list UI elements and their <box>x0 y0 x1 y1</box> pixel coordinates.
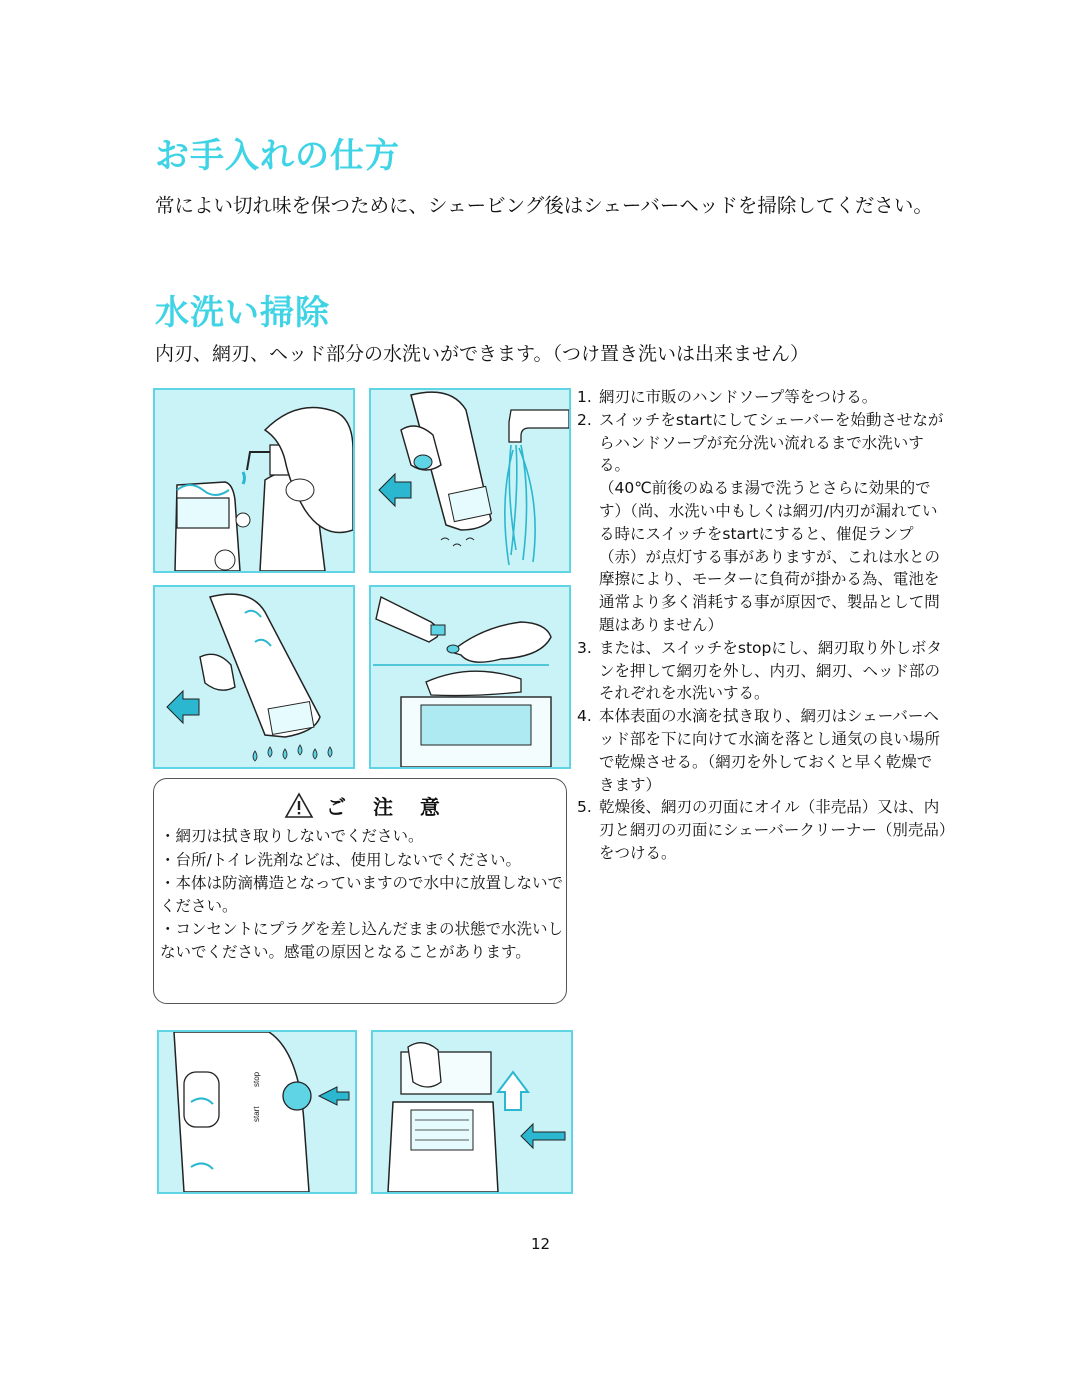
caution-box <box>153 778 567 1004</box>
step-item <box>577 386 947 409</box>
warning-triangle-icon <box>284 792 314 819</box>
shaver-drops-illustration <box>155 587 353 767</box>
illustration-release-button <box>157 1030 357 1194</box>
step-item <box>577 796 947 864</box>
illustration-apply-soap <box>153 388 355 573</box>
page-number: 12 <box>531 1235 551 1253</box>
cleaning-steps <box>577 386 947 865</box>
page-title: お手入れの仕方 <box>155 136 400 176</box>
step-text: スイッチをstartにしてシェーバーを始動させながらハンドソープが充分洗い流れるまで水洗いする。 <box>599 410 944 475</box>
step-number: 5. <box>577 798 592 817</box>
illustration-rinse-tap <box>369 388 571 573</box>
oil-foil-illustration <box>371 587 569 767</box>
step-text: 網刃に市販のハンドソープ等をつける。 <box>599 388 878 406</box>
step-number: 3. <box>577 638 592 657</box>
step-item <box>577 409 947 637</box>
caution-title: ご 注 意 <box>326 795 450 819</box>
step-number: 2. <box>577 410 592 429</box>
step-note: （40℃前後のぬるま湯で洗うとさらに効果的です）（尚、水洗い中もしくは網刃/内刃が漏れている時にスイッチをstartにすると、催促ランプ（赤）が点灯する事がありますが、これは水との摩擦により、モーターに負荷が掛かる為、電池を通常より多く消耗する事が原因で、製品として問題はありません） <box>599 479 941 634</box>
caution-item: ・台所/トイレ洗剤などは、使用しないでください。 <box>160 850 521 869</box>
step-number: 4. <box>577 707 592 726</box>
switch-label: stop <box>252 1071 261 1087</box>
caution-list <box>160 825 564 964</box>
caution-item: ・網刃は拭き取りしないでください。 <box>160 827 424 845</box>
soap-pump-illustration <box>155 390 353 571</box>
intro-text: 常によい切れ味を保つために、シェービング後はシェーバーヘッドを掃除してください。 <box>155 194 933 217</box>
step-item <box>577 637 947 705</box>
caution-item: ・コンセントにプラグを差し込んだままの状態で水洗いしないでください。感電の原因となることがあります。 <box>160 920 564 961</box>
release-button-illustration <box>159 1032 355 1192</box>
section-lead: 内刃、網刃、ヘッド部分の水洗いができます。（つけ置き洗いは出来ません） <box>155 343 809 365</box>
step-text: 乾燥後、網刃の刃面にオイル（非売品）又は、内刃と網刃の刃面にシェーバークリーナー（別売品）をつける。 <box>599 798 947 862</box>
step-number: 1. <box>577 388 592 406</box>
step-text: 本体表面の水滴を拭き取り、網刃はシェーバーヘッド部を下に向けて水滴を落とし通気の良い場所で乾燥させる。（網刃を外しておくと早く乾燥できます） <box>599 707 941 794</box>
switch-label: start <box>252 1106 261 1122</box>
illustration-oil-foil <box>369 585 571 769</box>
step-item <box>577 705 947 796</box>
remove-foil-illustration <box>373 1032 571 1192</box>
rinse-tap-illustration <box>371 390 569 571</box>
section-title: 水洗い掃除 <box>155 293 330 333</box>
caution-header <box>284 791 450 820</box>
step-text: または、スイッチをstopにし、網刃取り外しボタンを押して網刃を外し、内刃、網刃、ヘッド部のそれぞれを水洗いする。 <box>599 638 942 703</box>
illustration-remove-foil <box>371 1030 573 1194</box>
illustration-shake-dry <box>153 585 355 769</box>
caution-item: ・本体は防滴構造となっていますので水中に放置しないでください。 <box>160 874 564 915</box>
